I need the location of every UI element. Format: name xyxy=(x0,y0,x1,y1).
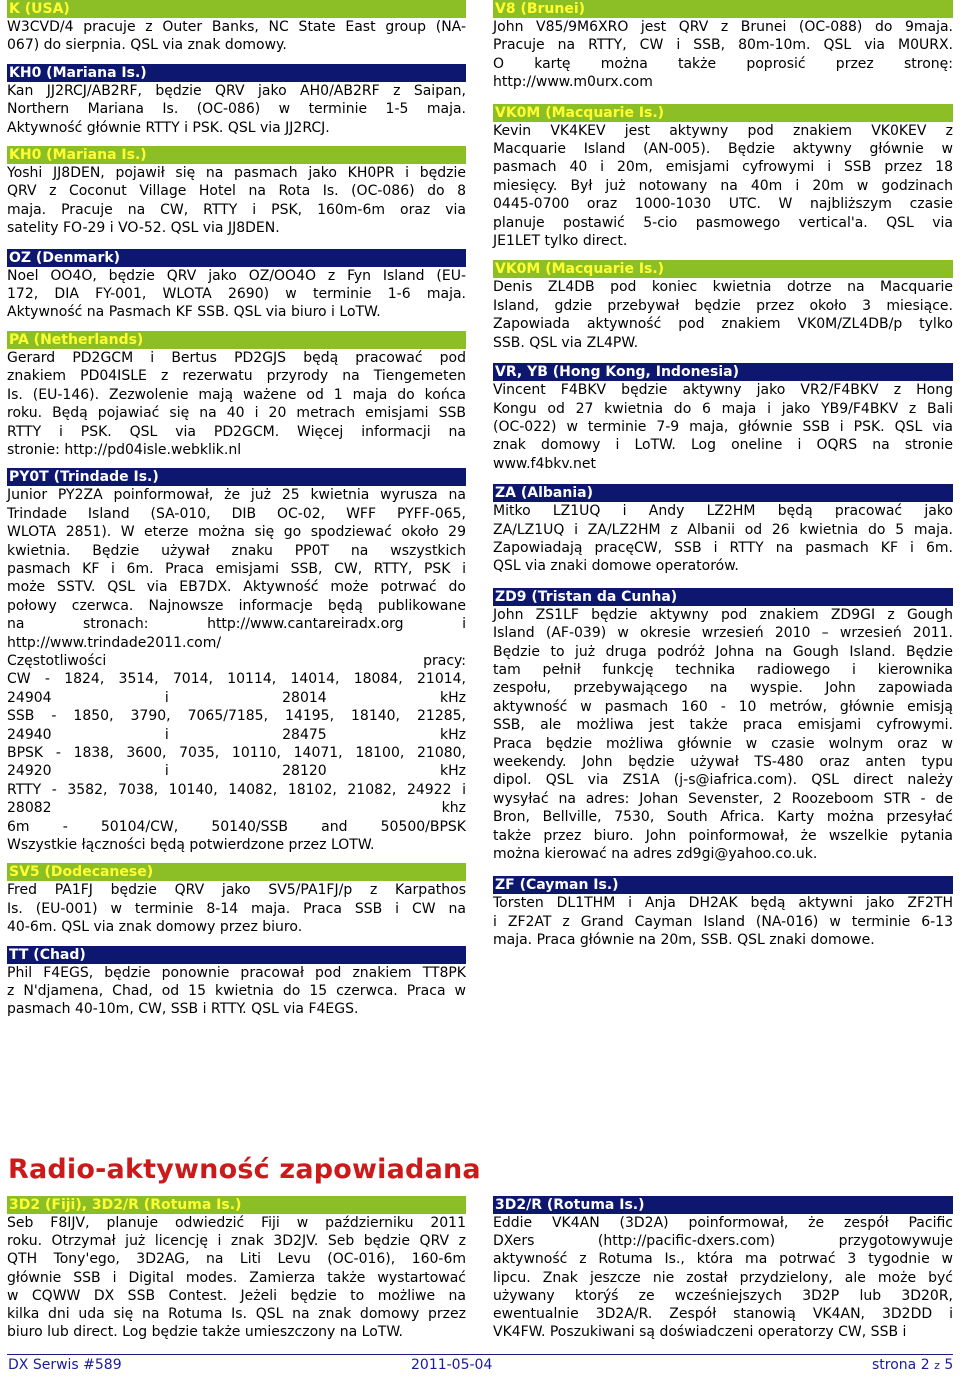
text-line: 40-6m. QSL via znak domowy przez biuro. xyxy=(7,919,303,936)
text-line: pasmach 40 i 20m, emisjami cyfrowymi i SSB przez 18 xyxy=(493,159,953,176)
section-body xyxy=(493,1214,953,1341)
text-line: DXers (http://pacific-dxers.com) przygotowywuje xyxy=(493,1233,953,1250)
section-body xyxy=(493,606,953,864)
text-line: głównie SSB i Digital modes. Zamierza także wystartować xyxy=(7,1269,466,1286)
text-line: znak domowy i LoTW. Log oneline i OQRS na stronie xyxy=(493,437,953,454)
section-header: 3D2 (Fiji), 3D2/R (Rotuma Is.) xyxy=(7,1196,466,1214)
text-line: kilka dni uda się na Rotuma Is. QSL na znak domowy przez xyxy=(7,1306,466,1323)
text-line: Będzie to już druga podróż Johna na Gough Island. Będzie xyxy=(493,643,953,660)
section-header: VK0M (Macquarie Is.) xyxy=(493,104,953,122)
text-line: satelity FO-29 i VO-52. QSL via JJ8DEN. xyxy=(7,220,280,237)
section xyxy=(493,363,953,473)
text-line: planuje postawić 5-cio pasmowego vertical'a. QSL via xyxy=(493,214,953,231)
section xyxy=(7,331,466,459)
text-line: Zapowiada aktywność pod znakiem VK0M/ZL4DB/p tylko xyxy=(493,316,953,333)
section-header: TT (Chad) xyxy=(7,946,466,964)
text-line: ZA/LZ1UQ i ZA/LZ2HM z Albanii od 26 kwietnia do 5 maja. xyxy=(493,521,953,538)
footer-page xyxy=(872,1357,953,1373)
text-line: weekendy. John będzie używał TS-480 oraz anten typu xyxy=(493,754,953,770)
right-column xyxy=(493,0,953,950)
text-line: miesięcy. Był już notowany na 40m i 20m w godzinach xyxy=(493,177,953,194)
section xyxy=(493,104,953,251)
text-line: SSB - 1850, 3790, 7065/7185, 14195, 18140, 21285, xyxy=(7,708,466,725)
text-line: w CQWW DX SSB Contest. Jeżeli będzie to możliwe na xyxy=(7,1287,466,1304)
text-line: Częstotliwości pracy: xyxy=(7,652,466,669)
section-header: SV5 (Dodecanese) xyxy=(7,863,466,881)
text-line: i ZF2AT z Grand Cayman Island (NA-016) w terminie 6-13 xyxy=(493,913,953,930)
section-body xyxy=(7,1214,466,1341)
section-header: ZF (Cayman Is.) xyxy=(493,876,953,894)
text-line: 067) do sierpnia. QSL via znak domowy. xyxy=(7,37,287,54)
text-line: Pracuje na RTTY, CW i SSB, 80m-10m. QSL via M0URX. xyxy=(493,37,953,54)
text-line: RTTY - 3582, 7038, 10140, 14082, 18102, 21082, 24922 i xyxy=(7,781,466,798)
text-line: SSB. QSL via ZL4PW. xyxy=(493,334,639,351)
section-body xyxy=(7,486,466,854)
section-header: KH0 (Mariana Is.) xyxy=(7,64,466,82)
text-line: 24920 i 28120 kHz xyxy=(7,763,466,780)
text-line: z N'djamena, Chad, od 15 kwietnia do 15 czerwca. Praca w xyxy=(7,983,466,1000)
section-header: VK0M (Macquarie Is.) xyxy=(493,260,953,278)
section xyxy=(7,146,466,238)
text-line: http://www.trindade2011.com/ xyxy=(7,634,222,651)
text-line: także przez biuro. John poinformował, że wszelkie pytania xyxy=(493,827,953,844)
text-line: O kartę można także poprosić przez stronę: xyxy=(493,55,953,72)
text-line: Is. (EU-001) w terminie 8-14 maja. Praca SSB i CW na xyxy=(7,900,466,917)
section-body xyxy=(7,881,466,936)
section-header: V8 (Brunei) xyxy=(493,0,953,18)
footer-page-sep: z xyxy=(934,1359,940,1372)
text-line: Kan JJ2RCJ/AB2RF, będzie QRV jako AH0/AB2RF z Saipan, xyxy=(7,82,466,99)
section xyxy=(7,468,466,854)
section-header: KH0 (Mariana Is.) xyxy=(7,146,466,164)
text-line: 24940 i 28475 kHz xyxy=(7,726,466,743)
text-line: Trindade Island (SA-010, DIB OC-02, WFF PYFF-065, xyxy=(7,505,466,522)
text-line: Denis ZL4DB pod koniec kwietnia dotrze na Macquarie xyxy=(493,279,953,296)
section xyxy=(7,249,466,322)
section-header: PY0T (Trindade Is.) xyxy=(7,468,466,486)
section-body xyxy=(493,18,953,92)
text-line: BPSK - 1838, 3600, 7035, 10110, 14071, 18100, 21080, xyxy=(7,745,466,761)
text-line: WLOTA 2851). W eterze można się go spodziewać około 29 xyxy=(7,524,466,541)
section-header: K (USA) xyxy=(7,0,466,18)
footer-issue: DX Serwis #589 xyxy=(8,1357,122,1373)
section xyxy=(7,1196,466,1341)
text-line: VK4FW. Poszukiwani są doświadczeni operatorzy CW, SSB i xyxy=(493,1324,907,1341)
bottom-right-column xyxy=(493,1196,953,1341)
text-line: roku. Otrzymał już licencję i znak 3D2JV. Seb będzie QRV z xyxy=(7,1233,466,1250)
text-line: pasmach KF i 6m. Praca emisjami SSB, CW, RTTY, PSK i xyxy=(7,560,466,577)
text-line: ewentualnie 3D2A/R. Zespół stanowią VK4AN, 3D2DD i xyxy=(493,1306,953,1323)
text-line: znakiem PD04ISLE z rezerwatu przyrody na Tiengemeten xyxy=(7,368,466,385)
section-header: PA (Netherlands) xyxy=(7,331,466,349)
text-line: Torsten DL1THM i Anja DH2AK będą aktywni jako ZF2TH xyxy=(493,895,953,912)
section xyxy=(7,0,466,55)
section-body xyxy=(7,18,466,55)
section-header: OZ (Denmark) xyxy=(7,249,466,267)
text-line: zespołu, przebywającego na wyspie. John zapowiada xyxy=(493,680,953,697)
text-line: połowy czerwca. Najnowsze informacje będą publikowane xyxy=(7,597,466,614)
text-line: Junior PY2ZA poinformował, że już 25 kwietnia wyrusza na xyxy=(7,487,466,504)
footer-divider xyxy=(7,1354,953,1355)
text-line: maja. Pracuje na CW, RTTY i PSK, 160m-6m oraz via xyxy=(7,201,466,218)
section xyxy=(493,588,953,864)
text-line: Fred PA1FJ będzie QRV jako SV5/PA1FJ/p z Karpathos xyxy=(7,882,466,899)
section-body xyxy=(7,267,466,322)
text-line: wysyłać na adres: Johan Sevenster, 2 Roozeboom STR - de xyxy=(493,790,953,807)
bottom-left-column xyxy=(7,1196,466,1341)
text-line: Kongu od 27 kwietnia do 6 maja i jako YB9/F4BKV z Bali xyxy=(493,400,953,417)
text-line: maja. Praca głównie na 20m, SSB. QSL znaki domowe. xyxy=(493,932,875,949)
text-line: Bron, Bellville, 7530, South Africa. Karty można przesyłać xyxy=(493,809,953,826)
section xyxy=(493,0,953,92)
text-line: Praca będzie możliwa głównie w czasie wolnym oraz w xyxy=(493,735,953,752)
text-line: 172, DIA FY-001, WLOTA 2690) w terminie 1-6 maja. xyxy=(7,286,466,303)
text-line: aktywność z Rotuma Is., która ma potrwać 3 tygodnie w xyxy=(493,1251,953,1268)
footer-page-label: strona xyxy=(872,1357,917,1373)
text-line: Eddie VK4AN (3D2A) poinformował, że zespół Pacific xyxy=(493,1215,953,1231)
text-line: Gerard PD2GCM i Bertus PD2GJS będą pracować pod xyxy=(7,349,466,366)
text-line: Vincent F4BKV będzie aktywny jako VR2/F4BKV z Hong xyxy=(493,382,953,399)
section xyxy=(493,260,953,352)
text-line: CW - 1824, 3514, 7014, 10114, 14014, 18084, 21014, xyxy=(7,671,466,688)
text-line: QTH Tony'ego, 3D2AG, na Liti Levu (OC-016), 160-6m xyxy=(7,1251,466,1268)
section xyxy=(7,863,466,936)
section-header: ZD9 (Tristan da Cunha) xyxy=(493,588,953,606)
section xyxy=(493,1196,953,1341)
section-body xyxy=(493,381,953,473)
text-line: biuro lub direct. Log będzie także umieszczony na LoTW. xyxy=(7,1324,404,1341)
section-header: 3D2/R (Rotuma Is.) xyxy=(493,1196,953,1214)
text-line: pasmach 40-10m, CW, SSB i RTTY. QSL via F4EGS. xyxy=(7,1001,359,1018)
section-body xyxy=(7,349,466,459)
text-line: Noel OO4O, będzie QRV jako OZ/OO4O z Fyn Island (EU- xyxy=(7,267,466,284)
text-line: tam pełnił funkcję technika radiowego i kierownika xyxy=(493,661,953,678)
text-line: 6m - 50104/CW, 50140/SSB and 50500/BPSK xyxy=(7,818,466,835)
text-line: W3CVD/4 pracuje z Outer Banks, NC State East group (NA- xyxy=(7,19,466,35)
text-line: John ZS1LF będzie aktywny pod znakiem ZD9GI z Gough xyxy=(493,606,953,623)
text-line: QSL via znaki domowe operatorów. xyxy=(493,558,739,575)
text-line: SSB, ale możliwa jest także praca emisjami cyfrowymi. xyxy=(493,717,953,734)
text-line: Aktywność na Pasmach KF SSB. QSL via biuro i LoTW. xyxy=(7,304,381,321)
section-body xyxy=(493,502,953,576)
text-line: używany ktorýś ze wcześniejszych 3D2P lub 3D20R, xyxy=(493,1287,953,1304)
section-body xyxy=(493,122,953,251)
section-body xyxy=(7,164,466,238)
section-header: VR, YB (Hong Kong, Indonesia) xyxy=(493,363,953,381)
text-line: 28082 khz xyxy=(7,800,466,817)
text-line: 0445-0700 oraz 1000-1030 UTC. W najbliższym czasie xyxy=(493,196,953,213)
text-line: roku. Będą pojawiać się na 40 i 20 metrach emisjami SSB xyxy=(7,405,466,422)
text-line: 24904 i 28014 kHz xyxy=(7,689,466,706)
text-line: RTTY i PSK. QSL via PD2GCM. Więcej informacji na xyxy=(7,423,466,440)
text-line: Zapowiadają pracęCW, SSB i RTTY na pasmach KF i 6m. xyxy=(493,539,953,556)
section xyxy=(493,484,953,576)
left-column xyxy=(7,0,466,1019)
text-line: lipcu. Znak jeszcze nie został przydzielony, ale może być xyxy=(493,1269,953,1286)
text-line: kwietnia. Będzie używał znaku PP0T na wszystkich xyxy=(7,542,466,559)
text-line: Mitko LZ1UQ i Andy LZ2HM będą pracować jako xyxy=(493,503,953,520)
section xyxy=(7,946,466,1019)
section-body xyxy=(493,894,953,949)
text-line: można kierować na adres zd9gi@yahoo.co.uk. xyxy=(493,846,818,863)
text-line: Island, gdzie przebywał będzie przez około 3 miesiące. xyxy=(493,297,953,314)
text-line: Northern Mariana Is. (OC-086) w terminie 1-5 maja. xyxy=(7,101,466,118)
text-line: www.f4bkv.net xyxy=(493,455,596,472)
text-line: (OC-022) w terminie 7-9 maja, głównie SSB i PSK. QSL via xyxy=(493,418,953,435)
text-line: Phil F4EGS, będzie ponownie pracował pod znakiem TT8PK xyxy=(7,964,466,981)
text-line: JE1LET tylko direct. xyxy=(493,233,628,250)
text-line: Seb F8IJV, planuje odwiedzić Fiji w październiku 2011 xyxy=(7,1215,466,1231)
section-body xyxy=(7,82,466,137)
text-line: dipol. QSL via ZS1A (j-s@iafrica.com). QSL direct należy xyxy=(493,772,953,789)
text-line: aktywność w pasmach 160 - 10 metrów, głównie emisją xyxy=(493,698,953,715)
section-body xyxy=(493,278,953,352)
section-header: ZA (Albania) xyxy=(493,484,953,502)
text-line: stronie: http://pd04isle.webklik.nl xyxy=(7,441,242,458)
text-line: Wszystkie łączności będą potwierdzone przez LOTW. xyxy=(7,837,375,854)
page-title: Radio-aktywność zapowiadana xyxy=(8,1154,481,1185)
text-line: John V85/9M6XRO jest QRV z Brunei (OC-088) do 9maja. xyxy=(493,19,953,35)
text-line: Macquarie Island (AN-005). Będzie aktywny głównie w xyxy=(493,141,953,158)
section xyxy=(493,876,953,949)
text-line: Yoshi JJ8DEN, pojawił się na pasmach jako KH0PR i będzie xyxy=(7,165,466,182)
footer-page-number: 2 xyxy=(920,1357,930,1373)
footer-page-total: 5 xyxy=(944,1357,954,1373)
text-line: Is. (EU-146). Zezwolenie mają ważene od 1 maja do końca xyxy=(7,386,466,403)
footer-date: 2011-05-04 xyxy=(411,1357,493,1373)
text-line: http://www.m0urx.com xyxy=(493,74,653,91)
text-line: Aktywność głównie RTTY i PSK. QSL via JJ2RCJ. xyxy=(7,119,330,136)
section xyxy=(7,64,466,137)
text-line: Island (AF-039) w okresie wrzesień 2010 – wrzesień 2011. xyxy=(493,625,953,642)
text-line: na stronach: http://www.cantareiradx.org i xyxy=(7,616,466,633)
text-line: QRV z Coconut Village Hotel na Rota Is. (OC-086) do 8 xyxy=(7,183,466,200)
text-line: może SSTV. QSL via EB7DX. Aktywność może potrwać do xyxy=(7,579,466,596)
text-line: Kevin VK4KEV jest aktywny pod znakiem VK0KEV z xyxy=(493,122,953,139)
section-body xyxy=(7,964,466,1019)
